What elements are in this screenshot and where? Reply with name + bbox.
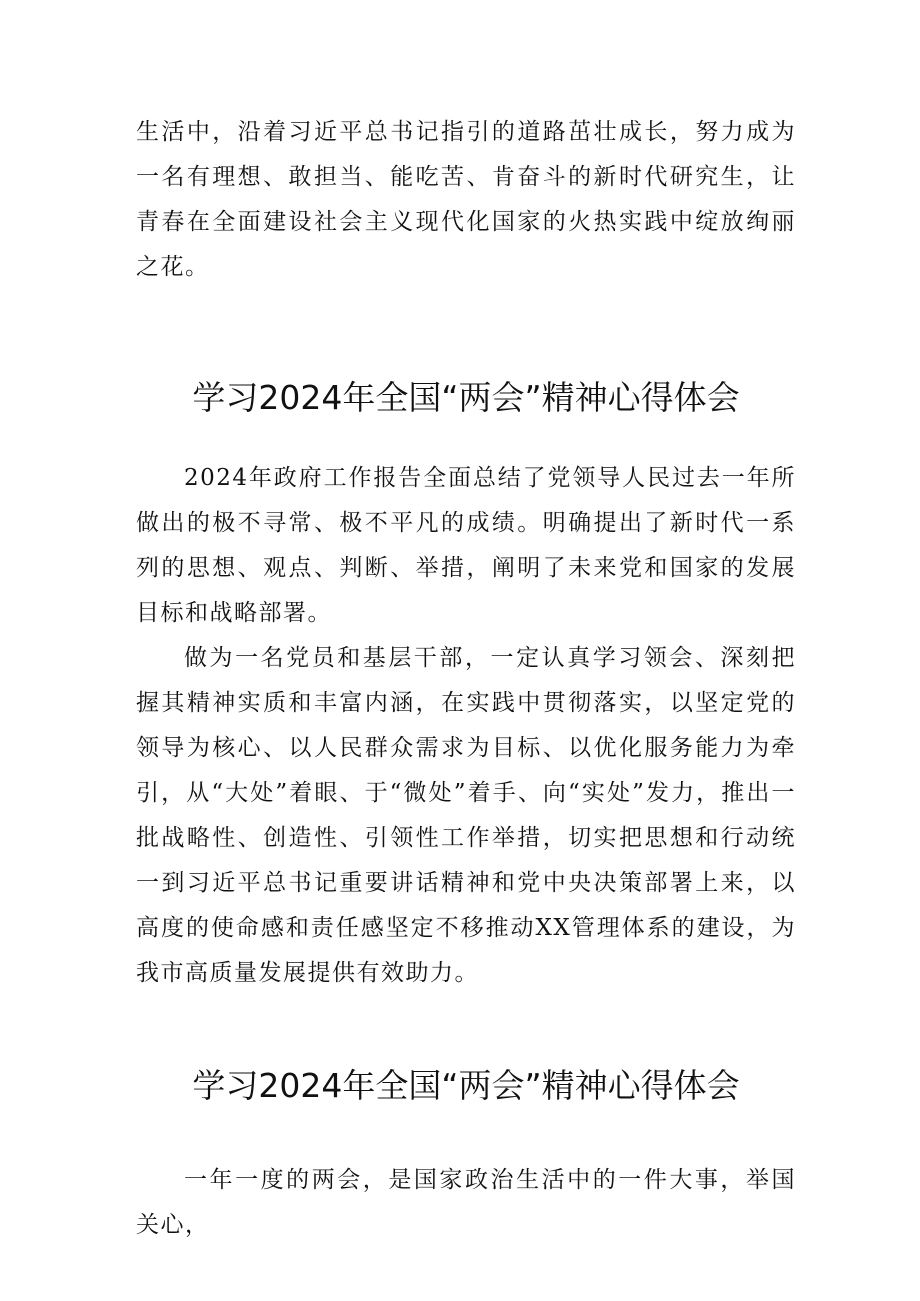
section2-paragraph-1: 一年一度的两会，是国家政治生活中的一件大事，举国关心， [136,1167,796,1238]
section1-paragraph-1: 2024年政府工作报告全面总结了党领导人民过去一年所做出的极不寻常、极不平凡的成绩。明确提出了新时代一系列的思想、观点、判断、举措，阐明了未来党和国家的发展目标和战略部署。 [136,465,796,626]
section-title-2: 学习2024年全国“两会”精神心得体会 [192,1066,740,1105]
section1-paragraph-2: 做为一名党员和基层干部，一定认真学习领会、深刻把握其精神实质和丰富内涵，在实践中贯彻落实，以坚定党的领导为核心、以人民群众需求为目标、以优化服务能力为牵引，从“大处”着眼、于“微处”着手、向“实处”发力，推出一批战略性、创造性、引领性工作举措，切实把思想和行动统一到习近平总书记重要讲话精神和党中央决策部署上来，以高度的使命感和责任感坚定不移推动XX管理体系的建设，为我市高质量发展提供有效助力。 [136,645,796,986]
document-body [136,110,796,1248]
paragraph-continued: 生活中，沿着习近平总书记指引的道路茁壮成长，努力成为一名有理想、敢担当、能吃苦、肯奋斗的新时代研究生，让青春在全面建设社会主义现代化国家的火热实践中绽放绚丽之花。 [136,119,796,280]
section-title-1: 学习2024年全国“两会”精神心得体会 [192,378,740,417]
